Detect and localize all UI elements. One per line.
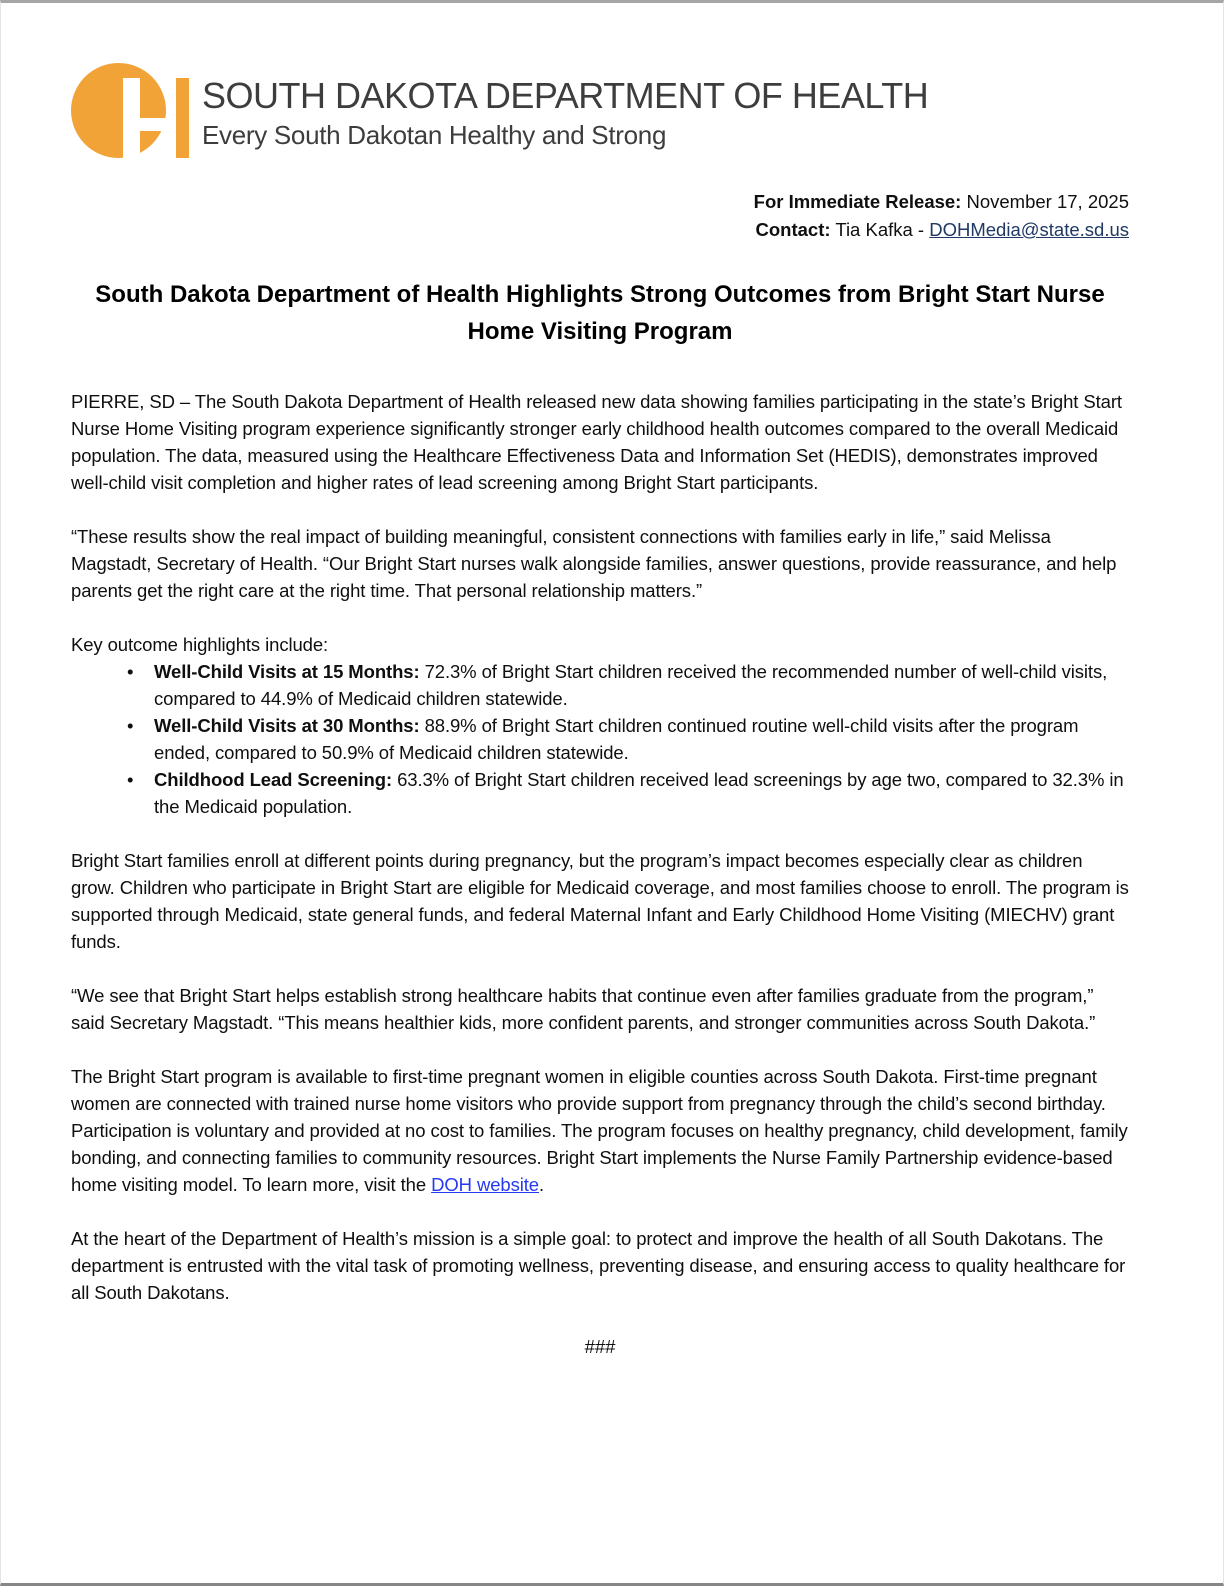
press-release-page [1,3,1223,1360]
program-text-after-link: . [538,1174,545,1195]
paragraph-lead: PIERRE, SD – The South Dakota Department of Health released new data showing families participating in the state’s Bright Start Nurse Home Visiting program experience significantly stronger early childhood health outcomes compared to the overall Medicaid population. The data, measured using the Healthcare Effectiveness Data and Information Set (HEDIS), demonstrates improved well-child visit completion and higher rates of lead screening among Bright Start participants. [71,391,1122,493]
headline: South Dakota Department of Health Highlights Strong Outcomes from Bright Start Nurse Home Visiting Program [95,281,1105,345]
paragraph-quote-secretary: “These results show the real impact of building meaningful, consistent connections with families early in life,” said Melissa Magstadt, Secretary of Health. “Our Bright Start nurses walk alongside families, answer questions, provide reassurance, and help parents get the right care at the right time. That personal relationship matters.” [71,526,1117,601]
bullet-text: 88.9% of Bright Start children continued routine well-child visits after the program ended, compared to 50.9% of Medicaid children statewide. [154,715,1079,763]
bullet-label: Well-Child Visits at 30 Months: [154,715,420,736]
program-text: The Bright Start program is available to first-time pregnant women in eligible counties across South Dakota. First-time pregnant women are connected with trained nurse home visitors who provide support from pregnancy through the child’s second birthday. Participation is voluntary and provided at no cost to families. The program focuses on healthy pregnancy, child development, family bonding, and connecting families to community resources. Bright Start implements the Nurse Family Partnership evidence-based home visiting model. To learn more, visit the [71,1066,1128,1195]
doh-h-logo-icon [71,63,189,158]
release-date-line [71,188,1129,216]
bullet-text: 63.3% of Bright Start children received lead screenings by age two, compared to 32.3% in the Medicaid population. [154,769,1124,817]
bullet-text: 72.3% of Bright Start children received the recommended number of well-child visits, compared to 44.9% of Medicaid children statewide. [154,661,1108,709]
outcomes-bullet-list [71,658,1129,820]
org-tagline: Every South Dakotan Healthy and Strong [202,120,667,150]
contact-email-link[interactable]: DOHMedia@state.sd.us [929,219,1129,240]
bullet-item-lead-screening [121,766,1129,820]
release-label: For Immediate Release: [753,191,962,212]
org-name: SOUTH DAKOTA DEPARTMENT OF HEALTH [202,75,929,116]
paragraph-mission: At the heart of the Department of Health’s mission is a simple goal: to protect and improve the health of all South Dakotans. The department is entrusted with the vital task of promoting wellness, preventing disease, and ensuring access to quality healthcare for all South Dakotans. [71,1228,1126,1303]
bullet-label: Childhood Lead Screening: [154,769,393,790]
doh-website-link[interactable]: DOH website [431,1174,539,1195]
contact-line [71,216,1129,244]
paragraph-enrollment: Bright Start families enroll at different points during pregnancy, but the program’s impact becomes especially clear as children grow. Children who participate in Bright Start are eligible for Medicaid coverage, and most families choose to enroll. The program is supported through Medicaid, state general funds, and federal Maternal Infant and Early Childhood Home Visiting (MIECHV) grant funds. [71,850,1129,952]
bullet-label: Well-Child Visits at 15 Months: [154,661,420,682]
release-info [71,188,1129,244]
paragraph-program-details [71,1063,1129,1198]
contact-name: Tia Kafka - [830,219,930,240]
key-outcomes-heading: Key outcome highlights include: [71,634,329,655]
contact-label: Contact: [755,219,831,240]
end-mark: ### [584,1336,616,1357]
bullet-item-15-months [121,658,1129,712]
doh-logo [71,63,1129,158]
bullet-item-30-months [121,712,1129,766]
paragraph-quote-2: “We see that Bright Start helps establish strong healthcare habits that continue even after families graduate from the program,” said Secretary Magstadt. “This means healthier kids, more confident parents, and stronger communities across South Dakota.” [71,985,1096,1033]
logo-text-block [202,63,928,148]
release-date: November 17, 2025 [961,191,1129,212]
